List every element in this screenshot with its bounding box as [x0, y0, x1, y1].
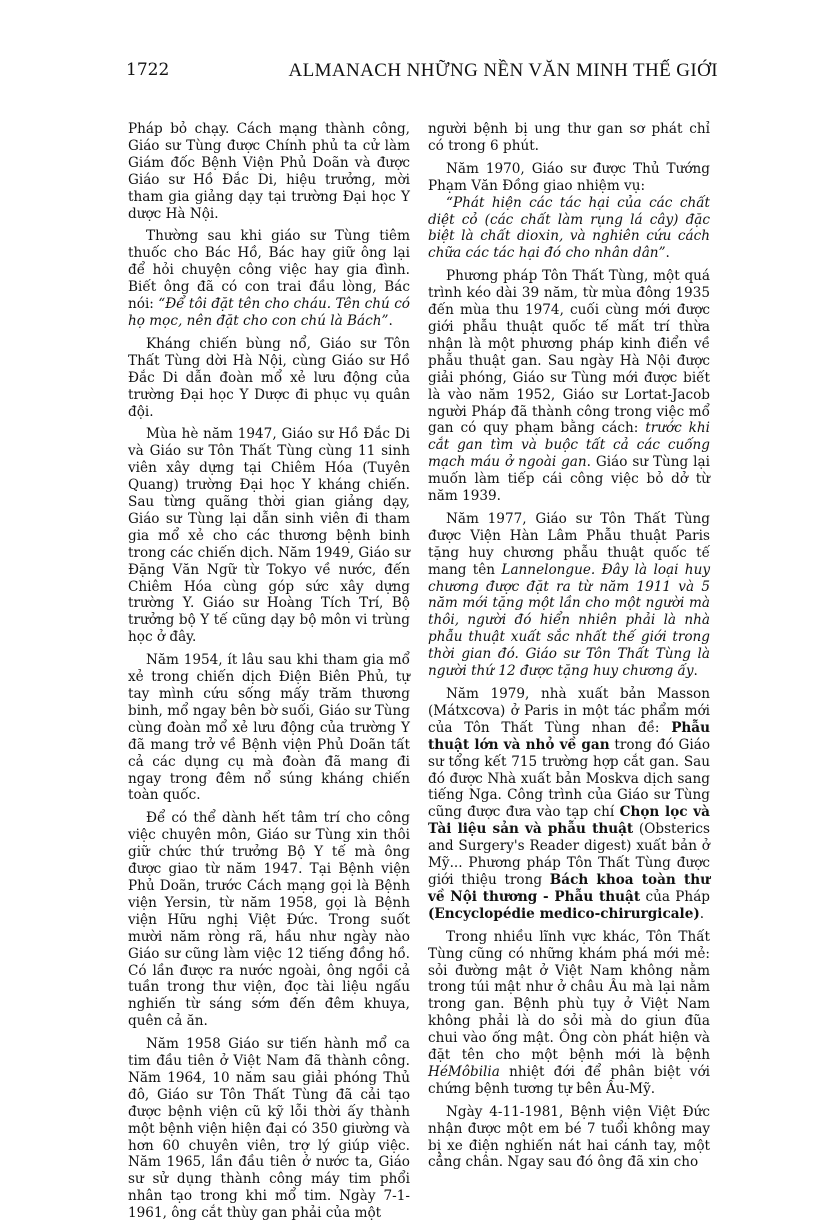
quotation: “Phát hiện các tác hại của các chất diệt cỏ (các chất làm rụng lá cây) đặc biệt là chất dioxin, và nghiên cứu cách chữa các tác hại đó cho nhân dân”. [428, 194, 710, 262]
paragraph: Thường sau khi giáo sư Tùng tiêm thuốc cho Bác Hồ, Bác hay giữ ông lại để hỏi chuyện công việc hay gia đình. Biết ông đã có con trai đầu lòng, Bác nói: “Để tôi đặt tên cho cháu. Tên chú có họ mọc, nên đặt cho con chú là Bách”. [128, 228, 410, 329]
paragraph: Pháp bỏ chạy. Cách mạng thành công, Giáo sư Tùng được Chính phủ ta cử làm Giám đốc Bệnh Viện Phủ Doãn và được Giáo sư Hồ Đắc Di, hiệu trưởng, mời tham gia giảng dạy tại trường Đại học Y dược Hà Nội. [128, 121, 410, 222]
left-column [128, 121, 410, 1222]
running-title: ALMANACH NHỮNG NỀN VĂN MINH THẾ GIỚI [288, 60, 718, 81]
paragraph: Phương pháp Tôn Thất Tùng, một quá trình kéo dài 39 năm, từ mùa đông 1935 đến mùa thu 1974, cuối cùng mới được giới phẫu thuật quốc tế mất trí thừa nhận là một phương pháp kinh điển về phẫu thuật gan. Sau ngày Hà Nội được giải phóng, Giáo sư Tùng mới được biết là vào năm 1952, Giáo sư Lortat-Jacob người Pháp đã thành công trong việc mổ gan có quy phạm bằng cách: trước khi cắt gan tìm và buộc tất cả các cuống mạch máu ở ngoài gan. Giáo sư Tùng lại muốn làm tiếp cái công việc bỏ dở từ năm 1939. [428, 268, 710, 505]
paragraph: Mùa hè năm 1947, Giáo sư Hồ Đắc Di và Giáo sư Tôn Thất Tùng cùng 11 sinh viên xây dựng tại Chiêm Hóa (Tuyên Quang) trường Đại học Y kháng chiến. Sau từng quãng thời gian giảng dạy, Giáo sư Tùng lại dẫn sinh viên đi tham gia mổ xẻ cho các thương bệnh binh trong các chiến dịch. Năm 1949, Giáo sư Đặng Văn Ngữ từ Tokyo về nước, đến Chiêm Hóa cùng góp sức xây dựng trường Y. Giáo sư Hoàng Tích Trí, Bộ trưởng bộ Y tế cũng dạy bộ môn vi trùng học ở đây. [128, 426, 410, 646]
page-number: 1722 [126, 60, 170, 80]
paragraph: Năm 1954, ít lâu sau khi tham gia mổ xẻ trong chiến dịch Điện Biên Phủ, tự tay mình cứu sống mấy trăm thương binh, mổ ngay bên bờ suối, Giáo sư Tùng cùng đoàn mổ xẻ lưu động của trường Y đã mang trở về Bệnh viện Phủ Doãn tất cả các dụng cụ mà đoàn đã mang đi ngay trong đêm nổ súng kháng chiến toàn quốc. [128, 652, 410, 804]
paragraph: Kháng chiến bùng nổ, Giáo sư Tôn Thất Tùng dời Hà Nội, cùng Giáo sư Hồ Đắc Di dẫn đoàn mổ xẻ lưu động của trường Đại học Y Dược đi phục vụ quân đội. [128, 335, 410, 420]
paragraph: Trong nhiều lĩnh vực khác, Tôn Thất Tùng cũng có những khám phá mới mẻ: sỏi đường mật ở Việt Nam không nằm trong túi mật như ở châu Âu mà lại nằm trong gan. Bệnh phù tụy ở Việt Nam không phải là do sỏi mà do giun đũa chui vào ống mật. Ông còn phát hiện và đặt tên cho một bệnh mới là bệnh HéMôbilia nhiệt đới để phân biệt với chứng bệnh tương tự bên Âu-Mỹ. [428, 928, 710, 1097]
paragraph: Năm 1958 Giáo sư tiến hành mổ ca tim đầu tiên ở Việt Nam đã thành công. Năm 1964, 10 năm sau giải phóng Thủ đô, Giáo sư Tôn Thất Tùng đã cải tạo được bệnh viện cũ kỹ lỗi thời ấy thành một bệnh viện hiện đại có 350 giường và hơn 60 chuyên viên, trợ lý giúp việc. Năm 1965, lần đầu tiên ở nước ta, Giáo sư sử dụng thành công máy tim phổi nhân tạo trong khi mổ tim. Ngày 7-1-1961, ông cắt thùy gan phải của một [128, 1036, 410, 1222]
page-header [126, 60, 718, 88]
paragraph: người bệnh bị ung thư gan sơ phát chỉ có trong 6 phút. [428, 121, 710, 154]
paragraph: Năm 1979, nhà xuất bản Masson (Mátxcơva) ở Paris in một tác phẩm mới của Tôn Thất Tùng nhan đề: Phẫu thuật lớn và nhỏ về gan trong đó Giáo sư tổng kết 715 trường hợp cắt gan. Sau đó được Nhà xuất bản Moskva dịch sang tiếng Nga. Công trình của Giáo sư Tùng cũng được đưa vào tạp chí Chọn lọc và Tài liệu sản và phẫu thuật (Obsterics and Surgery's Reader digest) xuất bản ở Mỹ... Phương pháp Tôn Thất Tùng được giới thiệu trong Bách khoa toàn thư về Nội thương - Phẫu thuật của Pháp (Encyclopédie medico-chirurgicale). [428, 686, 711, 922]
paragraph: Năm 1977, Giáo sư Tôn Thất Tùng được Viện Hàn Lâm Phẫu thuật Paris tặng huy chương phẫu thuật quốc tế mang tên Lannelongue. Đây là loại huy chương được đặt ra từ năm 1911 và 5 năm mới tặng một lần cho một người mà thôi, người đó hiển nhiên phải là nhà phẫu thuật xuất sắc nhất thế giới trong thời gian đó. Giáo sư Tôn Thất Tùng là người thứ 12 được tặng huy chương ấy. [428, 510, 710, 680]
right-column [428, 121, 710, 1171]
paragraph: Ngày 4-11-1981, Bệnh viện Việt Đức nhận được một em bé 7 tuổi không may bị xe điện nghiến nát hai cánh tay, một cẳng chân. Ngay sau đó ông đã xin cho [428, 1103, 710, 1171]
paragraph: Để có thể dành hết tâm trí cho công việc chuyên môn, Giáo sư Tùng xin thôi giữ chức thứ trưởng Bộ Y tế mà ông được giao từ năm 1947. Tại Bệnh viện Phủ Doãn, trước Cách mạng gọi là Bệnh viện Yersin, từ năm 1958, gọi là Bệnh viện Hữu nghị Việt Đức. Trong suốt mười năm ròng rã, hầu như ngày nào Giáo sư cũng làm việc 12 tiếng đồng hồ. Có lần được ra nước ngoài, ông ngồi cả tuần trong thư viện, đọc tài liệu ngấu nghiến từ sáng sớm đến đêm khuya, quên cả ăn. [128, 810, 410, 1030]
paragraph: Năm 1970, Giáo sư được Thủ Tướng Phạm Văn Đồng giao nhiệm vụ: [428, 160, 710, 194]
